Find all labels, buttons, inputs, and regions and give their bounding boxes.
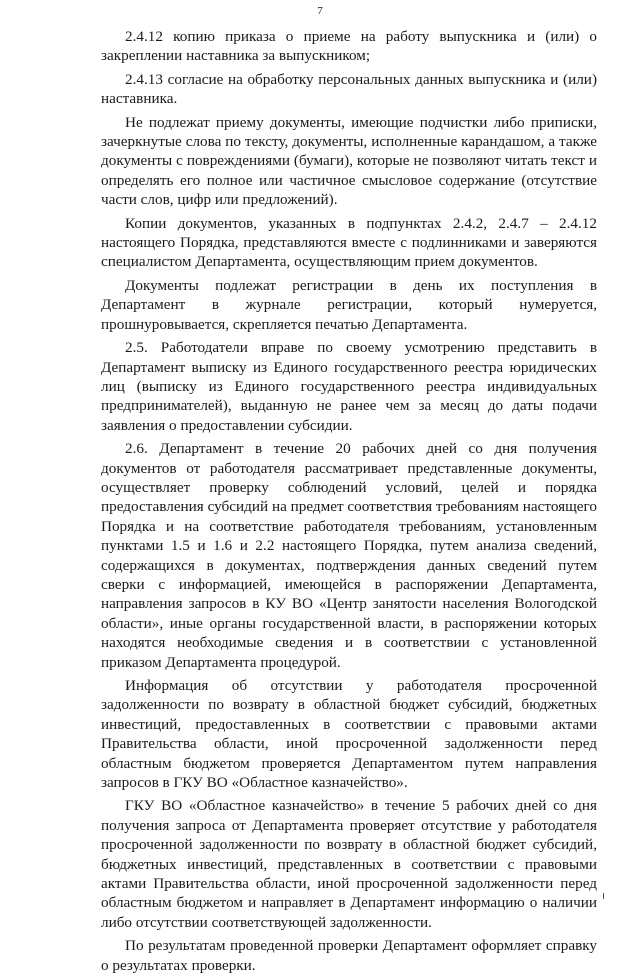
paragraph-2-4-12: 2.4.12 копию приказа о приеме на работу выпускника и (или) о закреплении наставника за выпускником; <box>101 28 597 65</box>
scan-mark <box>603 893 604 899</box>
paragraph-2-6: 2.6. Департамент в течение 20 рабочих дней со дня получения документов от работодателя рассматривает представленные документы, осуществляет проверку соблюдений условий, целей и порядка предоставления субсидий на предмет соответствия требованиям настоящего Порядка и на соответствие работодателя требованиям, установленным пунктами 1.5 и 1.6 и 2.2 настоящего Порядка, путем анализа сведений, содержащихся в документах, подтверждения данных сведений путем сверки с информацией, имеющейся в распоряжении Департамента, направления запросов в КУ ВО «Центр занятости населения Вологодской области», иные органы государственной власти, в распоряжении которых находятся необходимые сведения и в соответствии с установленной приказом Департамента процедурой. <box>101 440 597 671</box>
paragraph-registration: Документы подлежат регистрации в день их поступления в Департамент в журнале регистрации, который нумеруется, прошнуровывается, скрепляется печатью Департамента. <box>101 276 597 333</box>
paragraph-document-copies: Копии документов, указанных в подпунктах 2.4.2, 2.4.7 – 2.4.12 настоящего Порядка, представляются вместе с подлинниками и заверяются специалистом Департамента, осуществляющим прием документов. <box>101 214 597 271</box>
paragraph-2-5: 2.5. Работодатели вправе по своему усмотрению представить в Департамент выписку из Единого государственного реестра юридических лиц (выписку из Единого государственного реестра индивидуальных предпринимателей), выданную не ранее чем за месяц до даты подачи заявления о предоставлении субсидии. <box>101 339 597 434</box>
paragraph-treasury-check: ГКУ ВО «Областное казначейство» в течение 5 рабочих дней со дня получения запроса от Департамента проверяет отсутствие у работодателя просроченной задолженности по возврату в областной бюджет субсидий, бюджетных инвестиций, представленных в соответствии с правовыми актами Правительства области, иной просроченной задолженности перед областным бюджетом и направляет в Департамент информацию о наличии либо отсутствии соответствующей задолженности. <box>101 797 597 931</box>
paragraph-rejected-documents: Не подлежат приему документы, имеющие подчистки либо приписки, зачеркнутые слова по тексту, документы, исполненные карандашом, а также документы с повреждениями (бумаги), которые не позволяют читать текст и определять его полное или частичное смысловое содержание (отсутствие части слов, цифр или предложений). <box>101 113 597 209</box>
paragraph-debt-information: Информация об отсутствии у работодателя просроченной задолженности по возврату в областной бюджет субсидий, бюджетных инвестиций, предоставленных в соответствии с правовыми актами Правительства области, иной просроченной задолженности перед областным бюджетом проверяется Департаментом путем направления запросов в ГКУ ВО «Областное казначейство». <box>101 677 597 792</box>
paragraph-2-4-13: 2.4.13 согласие на обработку персональных данных выпускника и (или) наставника. <box>101 70 597 108</box>
paragraph-inspection-result: По результатам проведенной проверки Департамент оформляет справку о результатах проверки. <box>101 937 597 974</box>
document-body <box>101 27 597 975</box>
page-number: 7 <box>317 5 323 17</box>
